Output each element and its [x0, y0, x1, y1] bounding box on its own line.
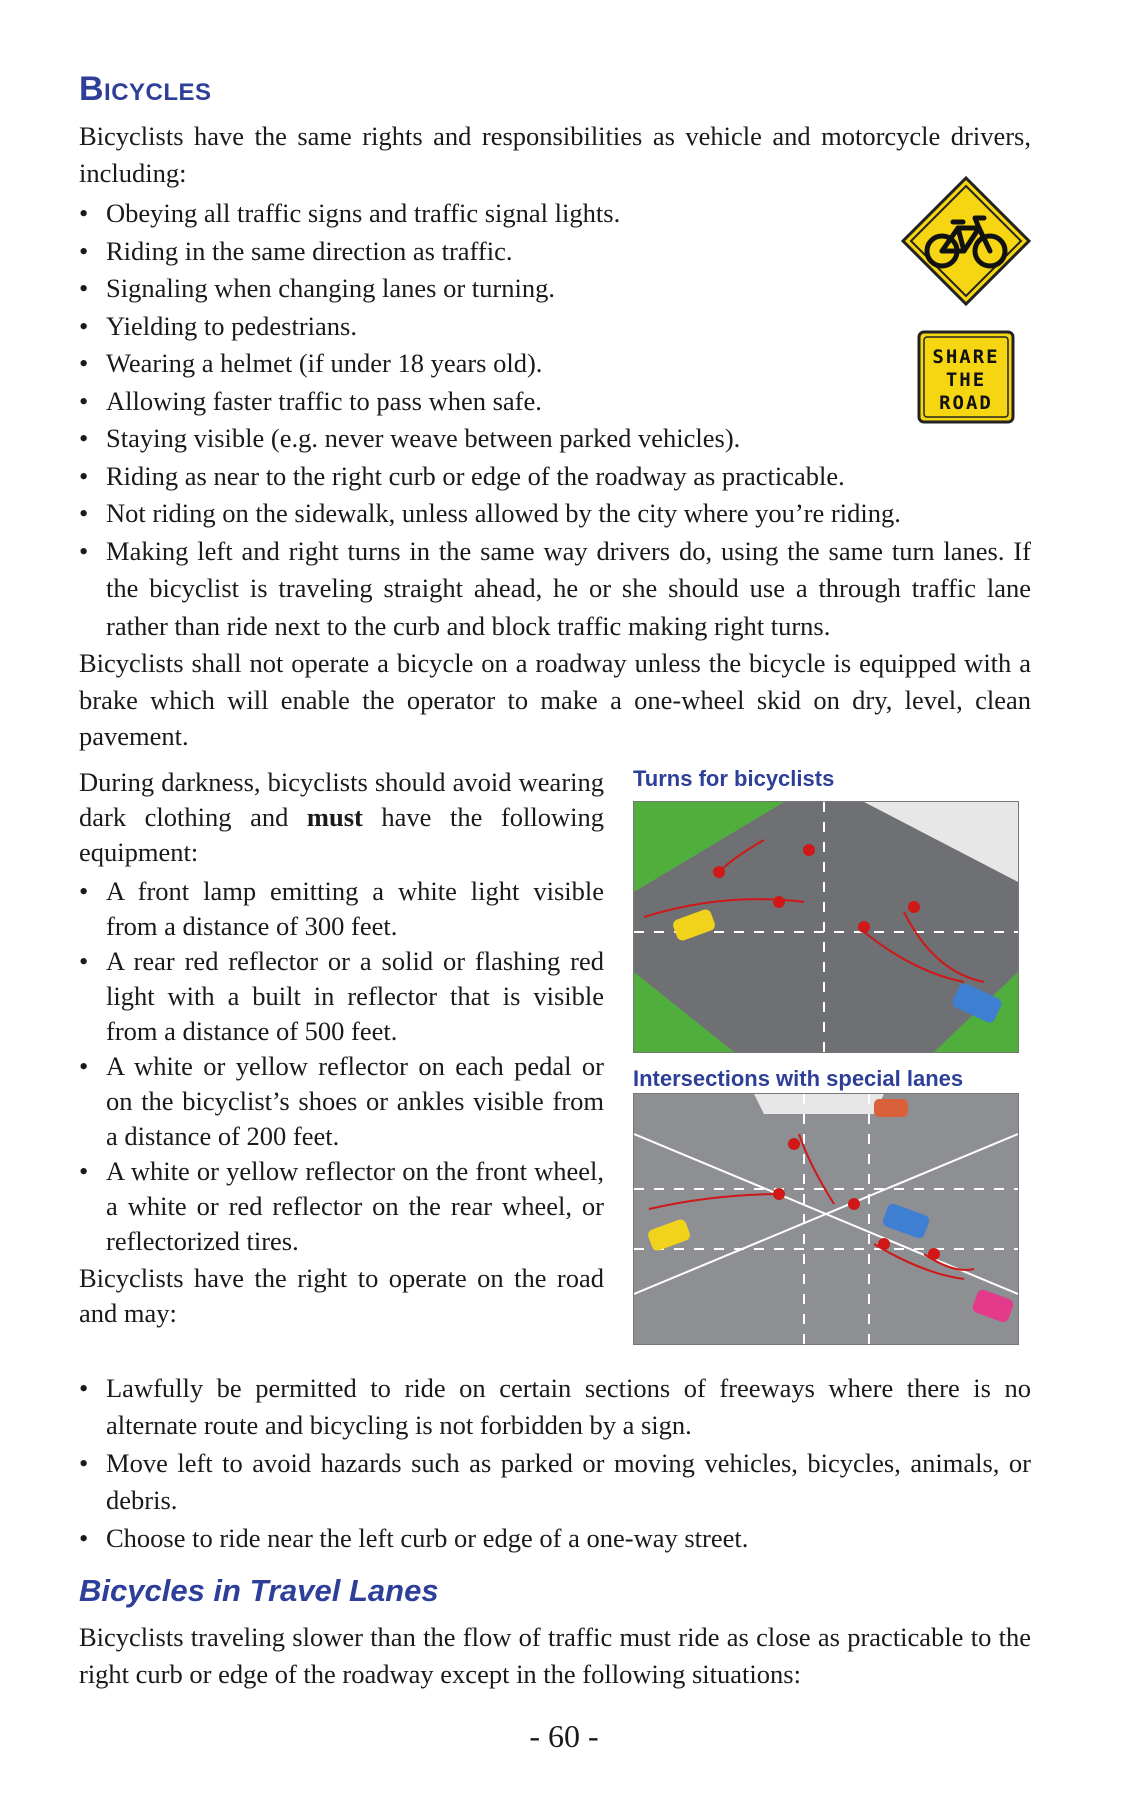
- list-item: • Staying visible (e.g. never weave between parked vehicles).: [79, 420, 1031, 458]
- figures-column: [625, 765, 1031, 1345]
- rights-intro: Bicyclists have the right to operate on the road and may:: [79, 1262, 604, 1328]
- sign-line: THE: [945, 369, 987, 391]
- page-content: [79, 60, 1031, 1692]
- page-number: - 60 -: [529, 1718, 599, 1754]
- darkness-text: During darkness, bicyclists should avoid wearing dark clothing and: [79, 766, 604, 832]
- sign-line: SHARE: [932, 346, 1000, 368]
- bicyclist-icon: [858, 921, 870, 933]
- list-item: • Making left and right turns in the same way drivers do, using the same turn lanes. If the bicyclist is traveling straight ahead, he or she should use a through traffic lane rather than ride next to the curb and block traffic making right turns.: [79, 533, 1031, 646]
- travel-lanes-paragraph: Bicyclists traveling slower than the flow of traffic must ride as close as practicable to the right curb or edge of the roadway except in the following situations:: [79, 1622, 1031, 1689]
- duties-list: [79, 195, 1031, 645]
- list-item: • Riding in the same direction as traffic.: [79, 233, 1031, 271]
- darkness-text: have the following equipment:: [79, 801, 605, 867]
- bicycle-warning-sign: [903, 178, 1029, 304]
- list-item: • Signaling when changing lanes or turning.: [79, 270, 1031, 308]
- list-item: • A white or yellow reflector on the front wheel, a white or red reflector on the rear wheel, or reflectorized tires.: [79, 1154, 604, 1259]
- list-item: • Yielding to pedestrians.: [79, 308, 1031, 346]
- bicyclist-icon: [848, 1198, 860, 1210]
- list-item: • Riding as near to the right curb or edge of the roadway as practicable.: [79, 458, 1031, 496]
- car-icon: [874, 1099, 908, 1117]
- list-item: • Lawfully be permitted to ride on certain sections of freeways where there is no alternate route and bicycling is not forbidden by a sign.: [79, 1370, 1031, 1445]
- bicyclist-icon: [773, 896, 785, 908]
- list-item: • A white or yellow reflector on each pedal or on the bicyclist’s shoes or ankles visible from a distance of 200 feet.: [79, 1049, 604, 1154]
- darkness-column: [79, 765, 604, 1331]
- intro-paragraph: Bicyclists have the same rights and responsibilities as vehicle and motorcycle drivers, including:: [79, 121, 1031, 188]
- subsection-heading: Bicycles in Travel Lanes: [79, 1573, 439, 1608]
- brake-paragraph: Bicyclists shall not operate a bicycle on a roadway unless the bicycle is equipped with a brake which will enable the operator to make a one-wheel skid on dry, level, clean pavement.: [79, 648, 1031, 751]
- bicyclist-icon: [803, 844, 815, 856]
- rights-list: [79, 1370, 1031, 1558]
- emphasis-text: must: [306, 801, 363, 832]
- list-item: • A front lamp emitting a white light visible from a distance of 300 feet.: [79, 874, 604, 944]
- list-item: • Allowing faster traffic to pass when safe.: [79, 383, 1031, 421]
- sign-line: ROAD: [939, 392, 993, 414]
- bicyclist-icon: [908, 901, 920, 913]
- list-item: • Obeying all traffic signs and traffic signal lights.: [79, 195, 1031, 233]
- two-column-section: [79, 765, 1031, 1370]
- share-the-road-sign: [901, 176, 1031, 456]
- list-item: • A rear red reflector or a solid or flashing red light with a built in reflector that is visible from a distance of 500 feet.: [79, 944, 604, 1049]
- list-item: • Wearing a helmet (if under 18 years old).: [79, 345, 1031, 383]
- turns-illustration: [633, 801, 1019, 1053]
- special-lanes-illustration: [633, 1093, 1019, 1345]
- darkness-paragraph: [79, 765, 604, 870]
- section-heading: Bicycles: [79, 70, 212, 108]
- list-item: • Move left to avoid hazards such as parked or moving vehicles, bicycles, animals, or debris.: [79, 1445, 1031, 1520]
- figure-caption: Intersections with special lanes: [633, 1065, 964, 1091]
- list-item: • Not riding on the sidewalk, unless allowed by the city where you’re riding.: [79, 495, 1031, 533]
- equipment-list: [79, 874, 604, 1259]
- bicyclist-icon: [788, 1138, 800, 1150]
- figure-caption: Turns for bicyclists: [633, 765, 835, 791]
- list-item: • Choose to ride near the left curb or edge of a one-way street.: [79, 1520, 1031, 1558]
